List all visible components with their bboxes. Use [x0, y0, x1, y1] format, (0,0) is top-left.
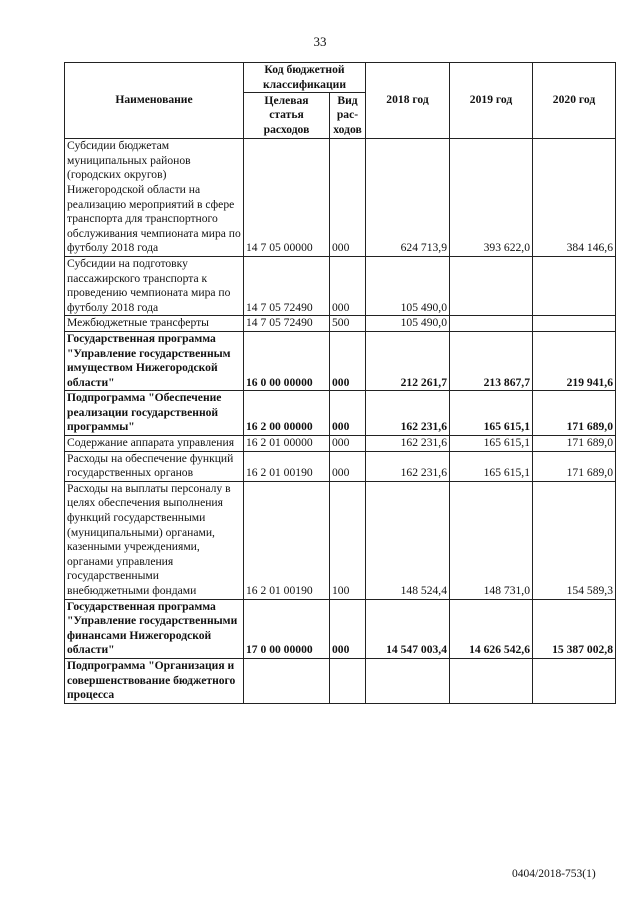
- row-csr: [244, 658, 330, 703]
- row-csr: 14 7 05 72490: [244, 256, 330, 315]
- row-name: Подпрограмма "Организация и совершенствование бюджетного процесса: [65, 658, 244, 703]
- row-name: Субсидии бюджетам муниципальных районов (городских округов) Нижегородской области на реализацию мероприятий в сфере транспорта для транспортного обслуживания чемпионата мира по футболу 2018 года: [65, 139, 244, 257]
- row-2018: 162 231,6: [366, 391, 450, 436]
- row-vr: [330, 658, 366, 703]
- table-row: [65, 391, 616, 436]
- row-name: Субсидии на подготовку пассажирского транспорта к проведению чемпионата мира по футболу 2018 года: [65, 256, 244, 315]
- row-csr: 17 0 00 00000: [244, 599, 330, 658]
- row-2020: [533, 316, 616, 332]
- row-2019: [450, 658, 533, 703]
- row-name: Государственная программа "Управление государственным имуществом Нижегородской области": [65, 331, 244, 390]
- row-2018: 212 261,7: [366, 331, 450, 390]
- header-vr: Вид рас-ходов: [330, 93, 366, 139]
- table-row: [65, 256, 616, 315]
- row-name: Содержание аппарата управления: [65, 436, 244, 452]
- row-2020: [533, 256, 616, 315]
- row-2020: 171 689,0: [533, 391, 616, 436]
- row-2018: 162 231,6: [366, 436, 450, 452]
- header-csr: Целевая статья расходов: [244, 93, 330, 139]
- row-csr: 14 7 05 72490: [244, 316, 330, 332]
- header-2020: 2020 год: [533, 63, 616, 139]
- row-2020: [533, 658, 616, 703]
- table-row: [65, 139, 616, 257]
- row-csr: 16 2 01 00190: [244, 481, 330, 599]
- row-2020: 171 689,0: [533, 451, 616, 481]
- row-2018: 624 713,9: [366, 139, 450, 257]
- header-name: Наименование: [65, 63, 244, 139]
- row-2019: 165 615,1: [450, 436, 533, 452]
- row-csr: 16 2 01 00190: [244, 451, 330, 481]
- row-csr: 16 2 01 00000: [244, 436, 330, 452]
- row-2018: 14 547 003,4: [366, 599, 450, 658]
- table-row: [65, 331, 616, 390]
- row-2018: 105 490,0: [366, 316, 450, 332]
- row-2019: 213 867,7: [450, 331, 533, 390]
- row-2018: 162 231,6: [366, 451, 450, 481]
- row-2019: 393 622,0: [450, 139, 533, 257]
- row-2020: 154 589,3: [533, 481, 616, 599]
- row-csr: 16 0 00 00000: [244, 331, 330, 390]
- row-name: Расходы на обеспечение функций государственных органов: [65, 451, 244, 481]
- row-vr: 000: [330, 139, 366, 257]
- row-vr: 500: [330, 316, 366, 332]
- header-2018: 2018 год: [366, 63, 450, 139]
- row-name: Межбюджетные трансферты: [65, 316, 244, 332]
- table-row: [65, 436, 616, 452]
- table-row: [65, 451, 616, 481]
- row-2018: 148 524,4: [366, 481, 450, 599]
- row-vr: 000: [330, 331, 366, 390]
- row-vr: 000: [330, 599, 366, 658]
- row-vr: 000: [330, 256, 366, 315]
- table-row: [65, 481, 616, 599]
- row-2018: [366, 658, 450, 703]
- row-name: Подпрограмма "Обеспечение реализации государственной программы": [65, 391, 244, 436]
- row-vr: 100: [330, 481, 366, 599]
- row-2019: 165 615,1: [450, 391, 533, 436]
- row-2019: [450, 256, 533, 315]
- header-2019: 2019 год: [450, 63, 533, 139]
- table-row: [65, 658, 616, 703]
- row-2020: 219 941,6: [533, 331, 616, 390]
- row-2020: 384 146,6: [533, 139, 616, 257]
- row-vr: 000: [330, 451, 366, 481]
- row-2019: 14 626 542,6: [450, 599, 533, 658]
- row-name: Государственная программа "Управление государственными финансами Нижегородской области": [65, 599, 244, 658]
- document-code: 0404/2018-753(1): [512, 868, 596, 880]
- row-csr: 16 2 00 00000: [244, 391, 330, 436]
- row-2019: 148 731,0: [450, 481, 533, 599]
- row-csr: 14 7 05 00000: [244, 139, 330, 257]
- budget-table: [64, 62, 616, 704]
- row-vr: 000: [330, 391, 366, 436]
- header-kbk: Код бюджетной классификации: [244, 63, 366, 93]
- row-2020: 171 689,0: [533, 436, 616, 452]
- row-name: Расходы на выплаты персоналу в целях обеспечения выполнения функций государственными (муниципальными) органами, казенными учреждениями, органами управления государственными внебюджетными фондами: [65, 481, 244, 599]
- row-2020: 15 387 002,8: [533, 599, 616, 658]
- row-2019: 165 615,1: [450, 451, 533, 481]
- row-2019: [450, 316, 533, 332]
- table-row: [65, 316, 616, 332]
- row-2018: 105 490,0: [366, 256, 450, 315]
- page-number: 33: [313, 34, 327, 49]
- table-row: [65, 599, 616, 658]
- row-vr: 000: [330, 436, 366, 452]
